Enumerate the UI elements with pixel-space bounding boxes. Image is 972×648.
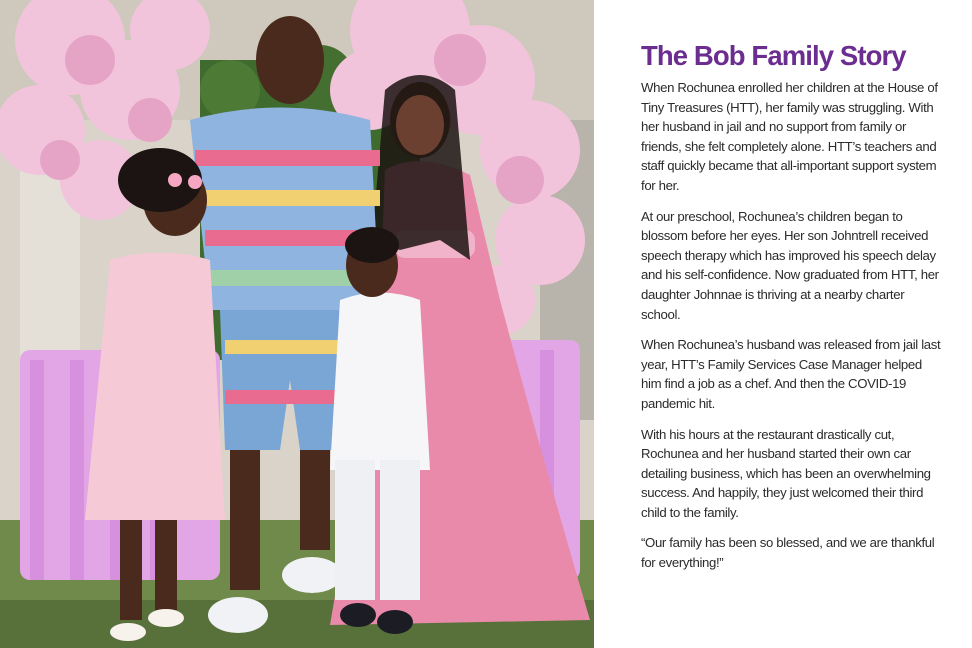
family-quote: “Our family has been so blessed, and we are thankful for everything!”: [641, 535, 935, 571]
story-paragraph: At our preschool, Rochunea’s children began to blossom before her eyes. Her son Johntrell received speech therapy which has improved his speech delay and his self-confidence. Now graduated from HTT, her daughter Johnnae is thriving at a nearby charter school.: [641, 208, 939, 322]
story-paragraph: When Rochunea enrolled her children at the House of Tiny Treasures (HTT), her family was struggling. With her husband in jail and no support from family or friends, she felt completely alone. HTT’s teachers and staff quickly became that all-important support system for her.: [641, 80, 938, 193]
story-paragraph: When Rochunea’s husband was released from jail last year, HTT’s Family Services Case Manager helped him find a job as a chef. And then the COVID-19 pandemic hit.: [641, 337, 941, 411]
story-title: The Bob Family Story: [641, 40, 906, 71]
story-article: [641, 40, 943, 584]
story-paragraph: With his hours at the restaurant drastically cut, Rochunea and her husband started their own car detailing business, which has been an overwhelming success. And happily, they just welcomed their third child to the family.: [641, 426, 931, 520]
